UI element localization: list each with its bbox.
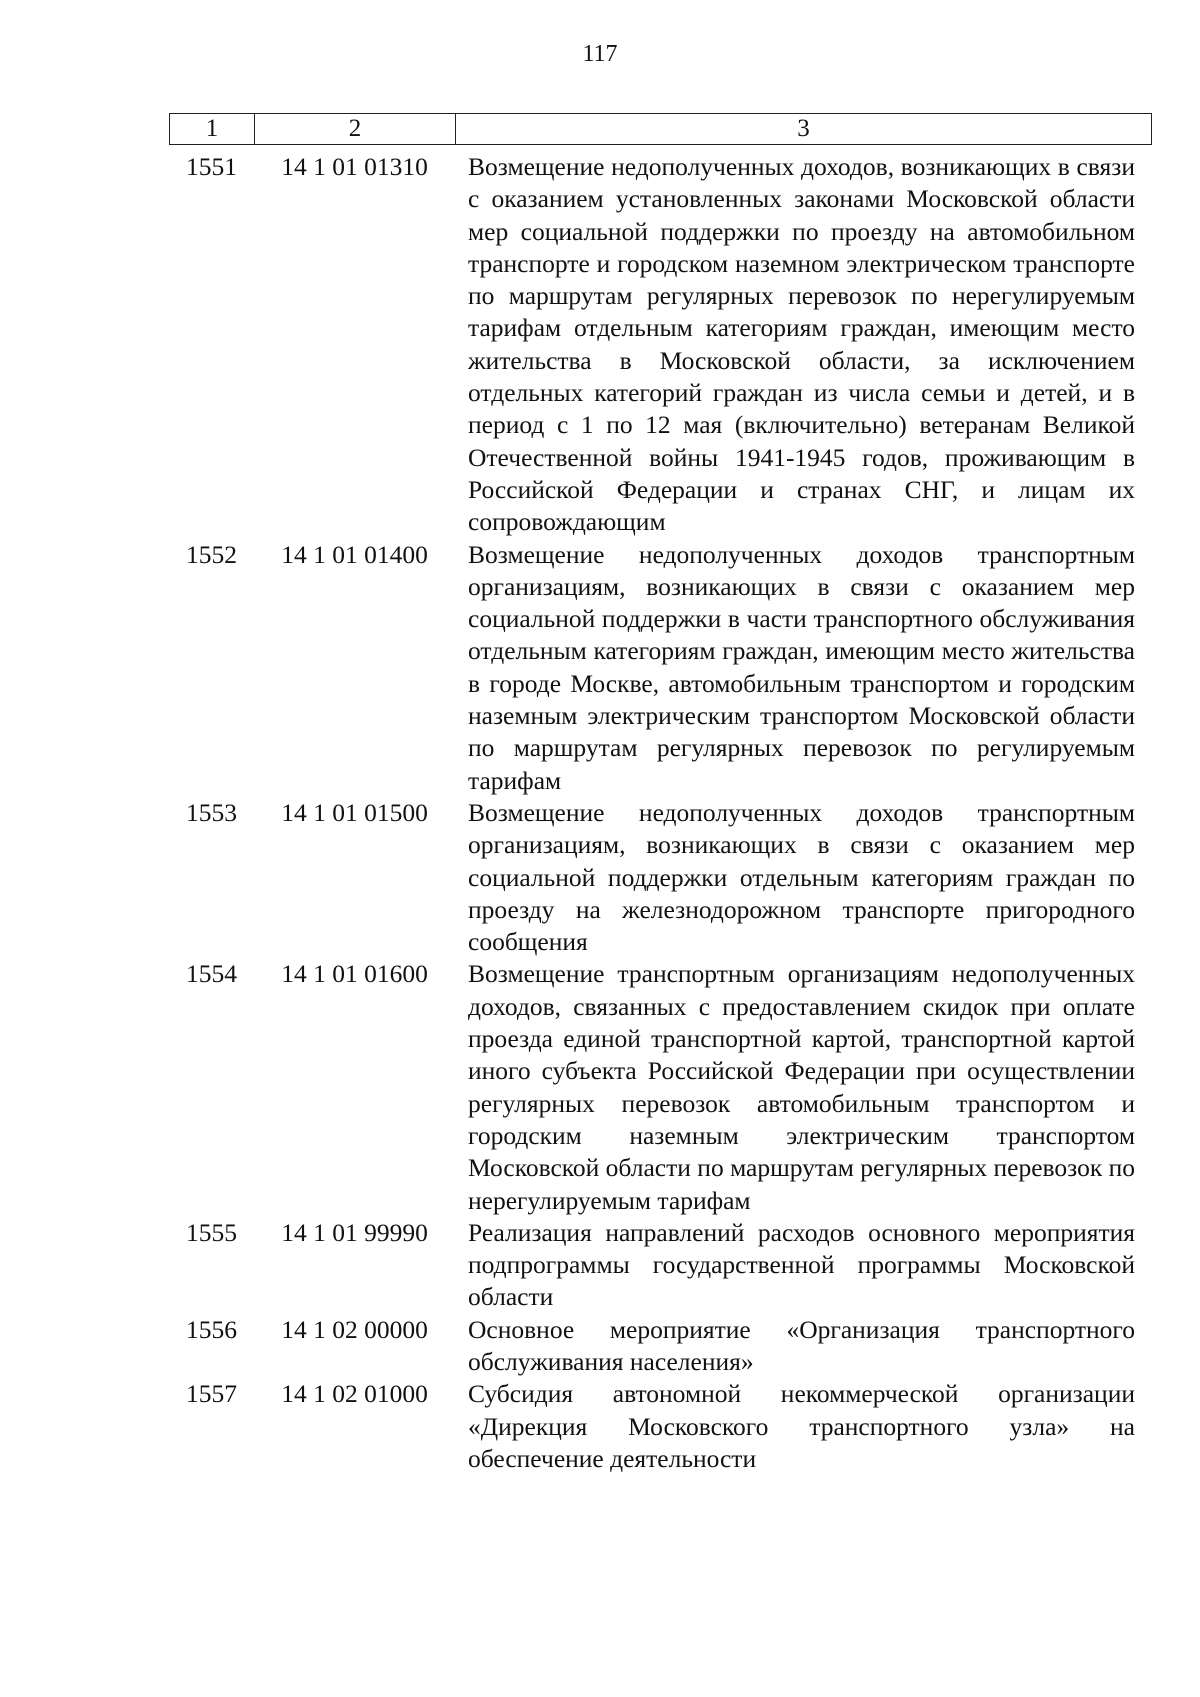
table-row: [169, 1314, 1152, 1379]
row-description: Возмещение недополученных доходов, возникающих в связи с оказанием установленных законами Московской области мер социальной поддержки по проезду на автомобильном транспорте и городском наземном электрическом транспорте по маршрутам регулярных перевозок по нерегулируемым тарифам отдельным категориям граждан, имеющим место жительства в Московской области, за исключением отдельных категорий граждан из числа семьи и детей, и в период с 1 по 12 мая (включительно) ветеранам Великой Отечественной войны 1941-1945 годов, проживающим в Российской Федерации и странах СНГ, и лицам их сопровождающим: [468, 152, 1135, 537]
row-number: 1553: [186, 797, 237, 827]
header-col-1: 1: [170, 114, 255, 144]
table-header: [169, 113, 1152, 145]
row-description: Возмещение недополученных доходов транспортным организациям, возникающих в связи с оказанием мер социальной поддержки в части транспортного обслуживания отдельным категориям граждан, имеющим место жительства в городе Москве, автомобильным транспортом и городским наземным электрическим транспортом Московской области по маршрутам регулярных перевозок по регулируемым тарифам: [468, 539, 1135, 795]
row-code: 14 1 01 99990: [281, 1217, 428, 1247]
table-body: [169, 151, 1152, 1475]
row-code: 14 1 01 01400: [281, 539, 428, 569]
row-number: 1555: [186, 1217, 237, 1247]
row-number: 1552: [186, 539, 237, 569]
row-code: 14 1 02 00000: [281, 1314, 428, 1344]
row-number: 1557: [186, 1379, 237, 1409]
row-code: 14 1 01 01310: [281, 152, 428, 181]
table-row: [169, 151, 1152, 539]
row-description: Основное мероприятие «Организация транспортного обслуживания населения»: [468, 1314, 1135, 1376]
header-col-2: 2: [255, 114, 456, 144]
row-code: 14 1 02 01000: [281, 1379, 428, 1409]
table-row: [169, 1378, 1152, 1475]
table-row: [169, 797, 1152, 958]
row-description: Возмещение транспортным организациям недополученных доходов, связанных с предоставлением скидок при оплате проезда единой транспортной картой, транспортной картой иного субъекта Российской Федерации при осуществлении регулярных перевозок автомобильным транспортом и городским наземным электрическим транспортом Московской области по маршрутам регулярных перевозок по нерегулируемым тарифам: [468, 959, 1135, 1215]
row-description: Возмещение недополученных доходов транспортным организациям, возникающих в связи с оказанием мер социальной поддержки отдельным категориям граждан по проезду на железнодорожном транспорте пригородного сообщения: [468, 797, 1135, 957]
row-number: 1556: [186, 1314, 237, 1344]
row-number: 1551: [186, 152, 237, 181]
table-row: [169, 539, 1152, 797]
table-row: [169, 1217, 1152, 1314]
row-code: 14 1 01 01500: [281, 797, 428, 827]
table-row: [169, 958, 1152, 1216]
page-number: 117: [582, 41, 618, 67]
header-col-3: 3: [797, 115, 810, 142]
row-description: Реализация направлений расходов основного мероприятия подпрограммы государственной программы Московской области: [468, 1217, 1135, 1312]
row-number: 1554: [186, 959, 237, 989]
row-description: Субсидия автономной некоммерческой организации «Дирекция Московского транспортного узла» на обеспечение деятельности: [468, 1379, 1135, 1473]
row-code: 14 1 01 01600: [281, 959, 428, 989]
